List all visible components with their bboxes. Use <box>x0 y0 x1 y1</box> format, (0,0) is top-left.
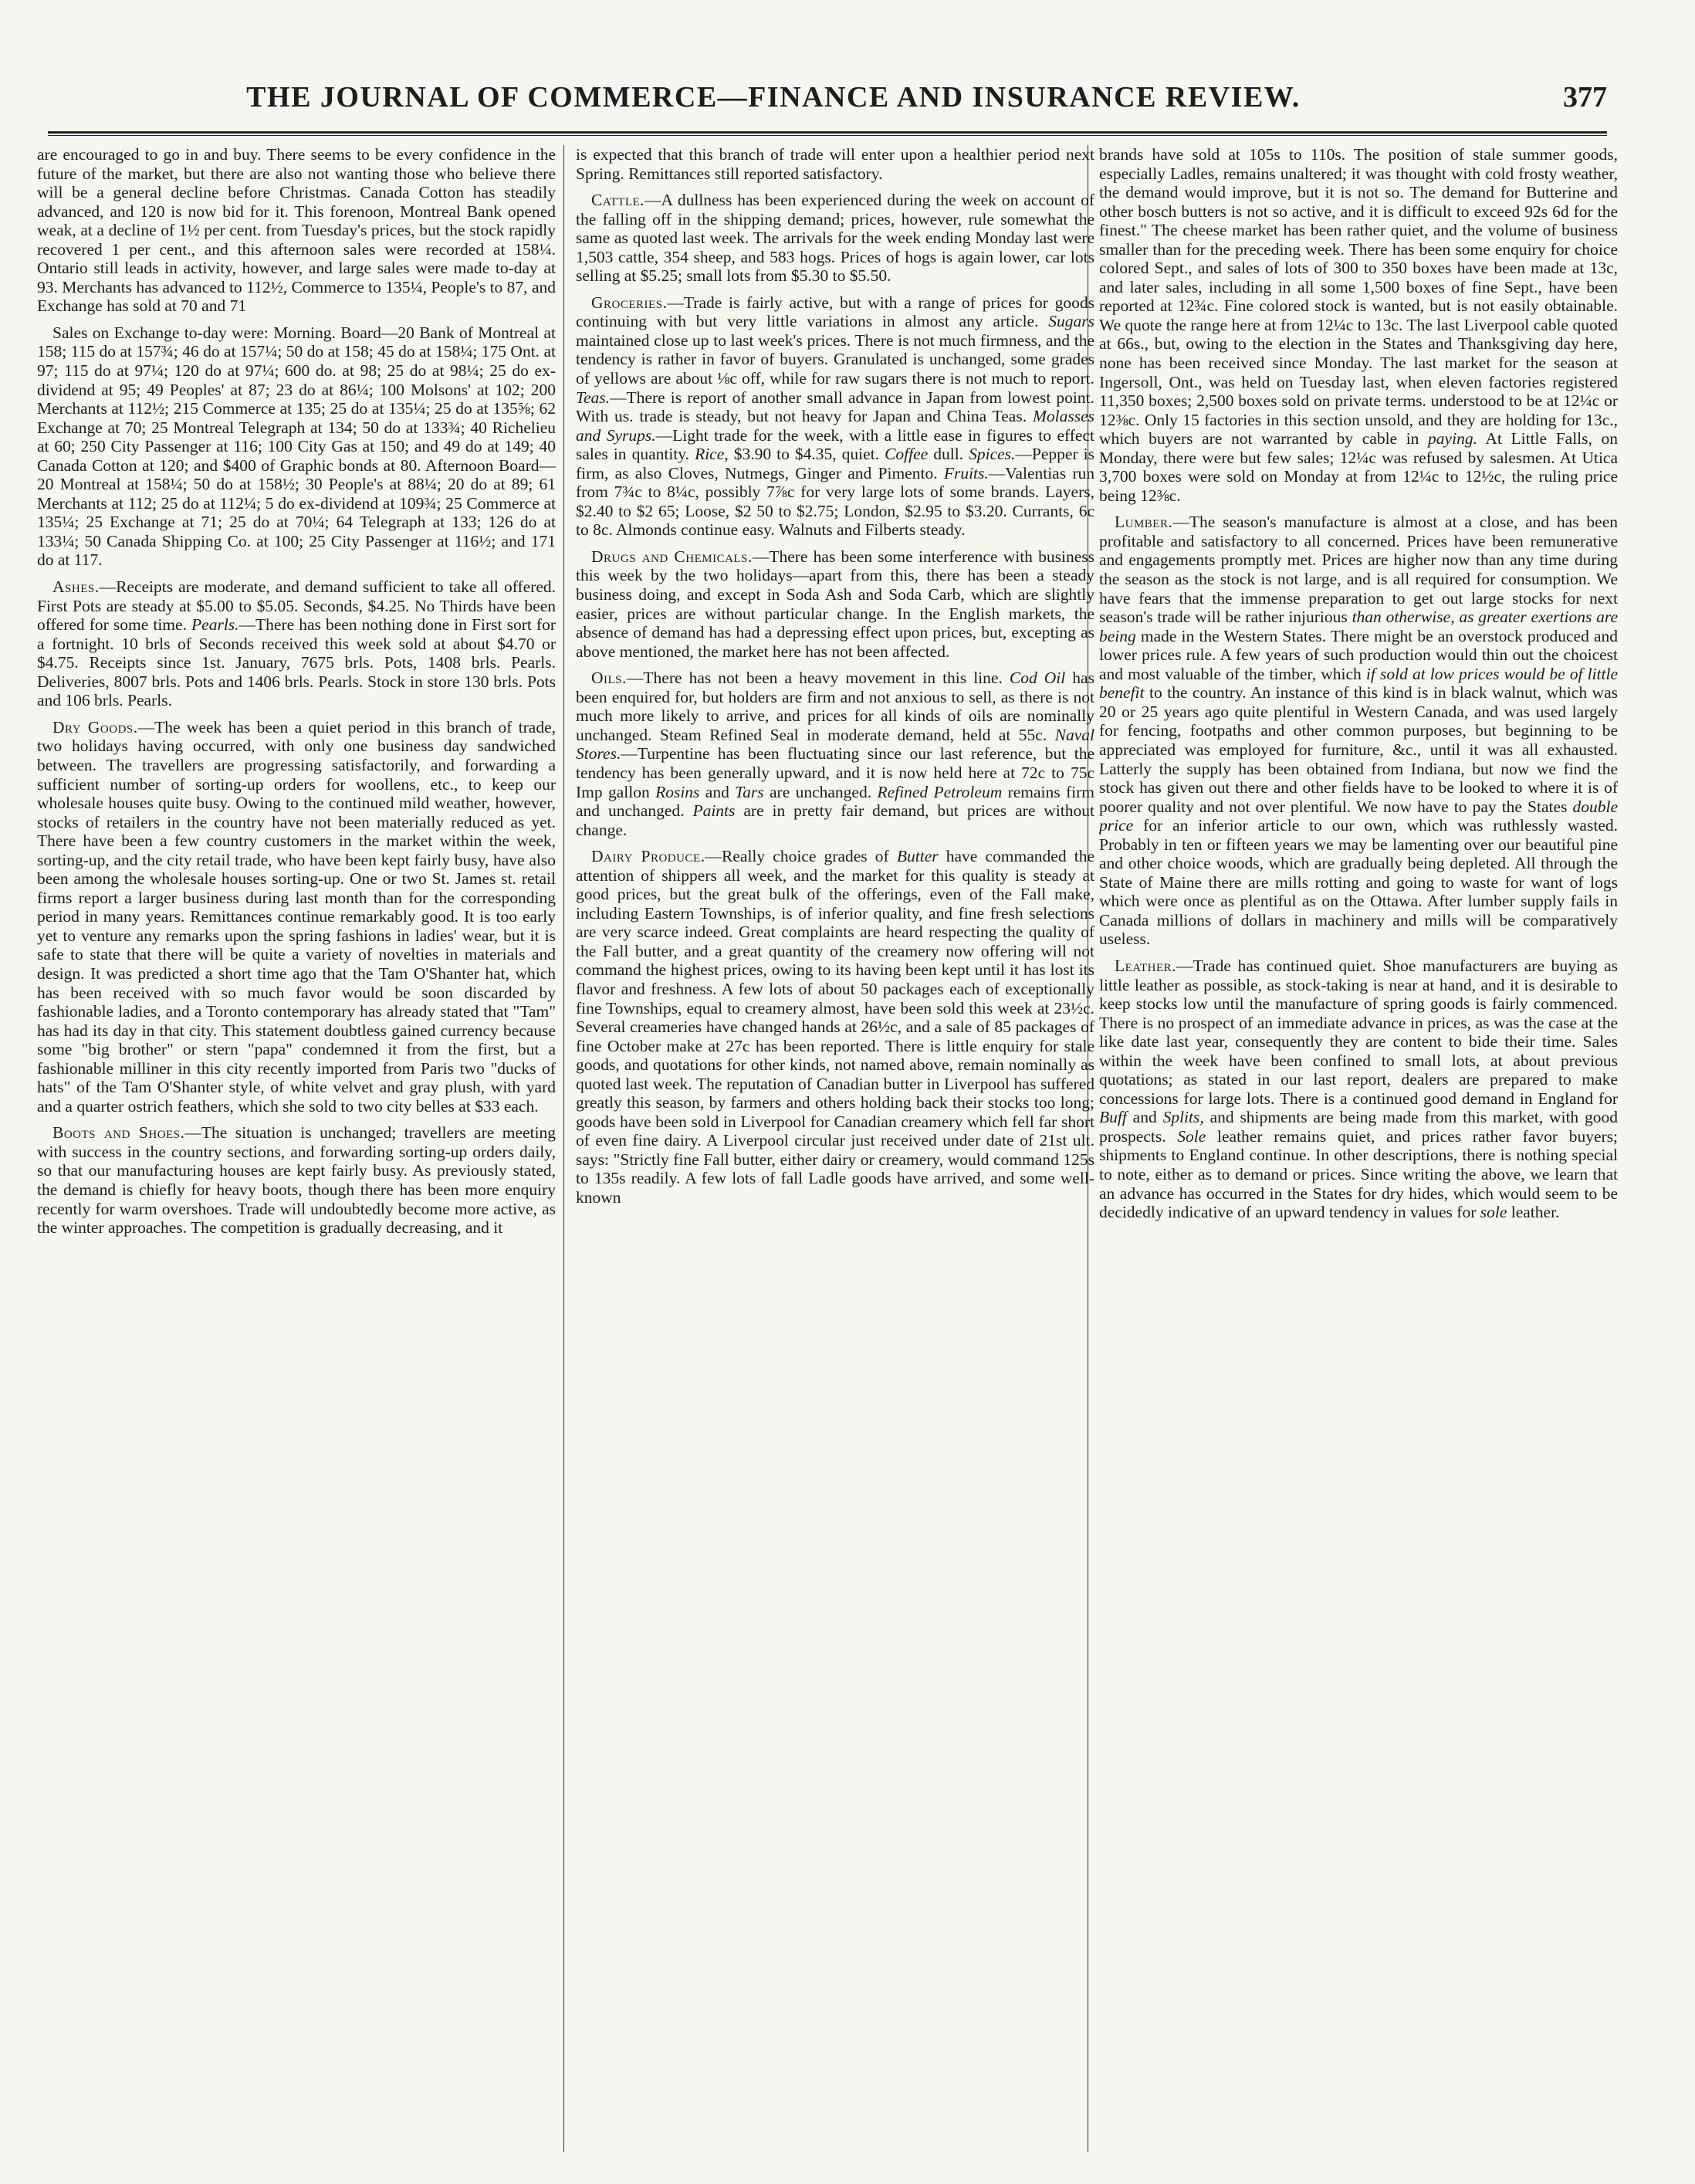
cattle-heading: Cattle. <box>591 191 645 210</box>
boots-continued-paragraph: is expected that this branch of trade will enter upon a healthier period next Spring. Remittances still reported satisfactory. <box>576 145 1094 183</box>
header-rule <box>48 131 1607 136</box>
leather-heading: Leather. <box>1115 956 1177 975</box>
stock-market-paragraph: are encouraged to go in and buy. There seems to be every confidence in the future of the market, but there are also not wanting those who believe there will be a general decline before Christmas. Canada Cotton has steadily advanced, and 120 is now bid for it. This forenoon, Montreal Bank opened weak, at a decline of 1½ per cent. from Tuesday's prices, but the stock rapidly recovered 1 per cent., and this afternoon sales were recorded at 158¼. Ontario still leads in activity, however, and large sales were made to-day at 93. Merchants has advanced to 112½, Commerce to 135¼, People's to 87, and Exchange has sold at 70 and 71 <box>37 145 556 316</box>
boots-shoes-section: Boots and Shoes.—The situation is unchanged; travellers are meeting with success in the country sections, and forwarding sorting-up orders daily, so that our manufacturing houses are kept fairly busy. As previously stated, the demand is chiefly for heavy boots, though there has been more enquiry recently for warm overshoes. Trade will undoubtedly become more active, as the winter approaches. The competition is gradually decreasing, and it <box>37 1123 556 1238</box>
groceries-heading: Groceries. <box>591 293 668 312</box>
boots-shoes-heading: Boots and Shoes. <box>52 1123 185 1143</box>
dry-goods-heading: Dry Goods. <box>52 717 138 736</box>
lumber-heading: Lumber. <box>1115 513 1173 532</box>
column-1 <box>37 145 556 2168</box>
dairy-produce-section: Dairy Produce.—Really choice grades of Butter have commanded the attention of shippers all week, and the market for this quality is steady at good prices, but the great bulk of the offerings, even of the Fall make, including Eastern Townships, is of inferior quality, and fine fresh selections are very scarce indeed. Great complaints are heard respecting the quality of the Fall butter, and a great quantity of the creamery now offering will not command the highest prices, owing to its having been kept until it has lost its flavor and freshness. A few lots of about 50 packages each of exceptionally fine Townships, equal to creamery almost, have been sold this week at 23½c. Several creameries have changed hands at 26½c, and a sale of 85 packages of fine October make at 27c has been reported. There is little enquiry for stale goods, and quotations for other kinds, not named above, remain nominally as quoted last week. The reputation of Canadian butter in Liverpool has suffered greatly this season, by farmers and others holding back their stocks too long; goods have been sold in Liverpool for Canadian creamery which fell far short of even fine dairy. A Liverpool circular just received under date of 21st ult. says: "Strictly fine Fall butter, either dairy or creamery, would command 125s to 135s readily. A few lots of fall Ladle goods have arrived, and some well-known <box>576 847 1094 1207</box>
page-number: 377 <box>1563 81 1607 113</box>
dry-goods-section: Dry Goods.—The week has been a quiet period in this branch of trade, two holidays having occurred, with only one business day sandwiched between. The travellers are progressing satisfactorily, and forwarding a sufficient number of sorting-up orders for woollens, etc., to keep our wholesale houses quite busy. Owing to the continued mild weather, however, stocks of retailers in the country have not been materially reduced as yet. There have been a few country customers in the market within the week, sorting-up, and the city retail trade, who have been kept fairly busy, have also been among the wholesale houses sorting-up. One or two St. James st. retail firms report a larger business during last month than for the corresponding period in many years. Remittances continue remarkably good. It is too early yet to venture any remarks upon the spring fashions in ladies' wear, but it is safe to state that there will be quite a variety of novelties in materials and design. It was predicted a short time ago that the Tam O'Shanter hat, which has been received with so much favor would be soon discarded by fashionable ladies, and a Toronto contemporary has already stated that "Tam" has had its day in that city. This statement doubtless gained currency because some "big brother" or stern "papa" condemned it from the first, but a fashionable milliner in this city recently imported from Paris two "ducks of hats" of the Tam O'Shanter style, of white velvet and gray plush, with yard and a quarter ostrich feathers, which she sold to two city belles at $33 each. <box>37 717 556 1116</box>
column-3 <box>1099 145 1618 2168</box>
lumber-section: Lumber.—The season's manufacture is almost at a close, and has been profitable and satisfactory to all concerned. Prices have been remunerative and engagements promptly met. Prices are higher now than any time during the season as the stock is not large, and is all required for consumption. We have fears that the immense preparation to get out large stocks for next season's trade will be rather injurious than otherwise, as greater exertions are being made in the Western States. There might be an overstock produced and lower prices rule. A few years of such production would thin out the choicest and most valuable of the timber, which if sold at low prices would be of little benefit to the country. An instance of this kind is in black walnut, which was 20 or 25 years ago quite plentiful in Western Canada, and was used largely for fencing, footpaths and other common purposes, but beginning to be appreciated was employed for furniture, &c., until it was all exhausted. Latterly the supply has been obtained from Indiana, but now we find the stock has given out there and other fields have to be looked to where it is of poorer quality and not over plentiful. We now have to pay the States double price for an inferior article to our own, which was ruthlessly wasted. Probably in ten or fifteen years we may be lamenting over our beautiful pine and other choice woods, which are gradually being depleted. All through the State of Maine there are mills rotting and going to waste for want of logs which were once as plentiful as on the Ottawa. After lumber supply fails in Canada millions of dollars in machinery and mills will be comparatively useless. <box>1099 513 1618 949</box>
cattle-section: Cattle.—A dullness has been experienced during the week on account of the falling off in the shipping demand; prices, however, rule somewhat the same as quoted last week. The arrivals for the week ending Monday last were 1,503 cattle, 354 sheep, and 583 hogs. Prices of hogs is again lower, car lots selling at $5.25; small lots from $5.30 to $5.50. <box>576 191 1094 286</box>
drugs-chemicals-section: Drugs and Chemicals.—There has been some interference with business this week by the two holidays—apart from this, there has been a steady business doing, and except in Soda Ash and Soda Carb, which are slightly easier, prices are without particular change. In the English markets, the absence of demand has had a depressing effect upon prices, but, excepting as above mentioned, the market here has not been affected. <box>576 547 1094 661</box>
oils-heading: Oils. <box>591 669 627 688</box>
dairy-continued-paragraph: brands have sold at 105s to 110s. The position of stale summer goods, especially Ladles, remains unaltered; it was thought with cold frosty weather, the demand would improve, but it is not so. The demand for Butterine and other bosch butters is not so active, and it is difficult to exceed 92s 6d for the finest." The cheese market has been rather quiet, and the volume of business smaller than for the preceding week. There has been some enquiry for choice colored Sept., and sales of lots of 300 to 350 boxes have been made at 13c, and later sales, including in all some 1,500 boxes of fine Sept., have been reported at 12¾c. Fine colored stock is wanted, but is not easily obtainable. We quote the range here at from 12¼c to 13c. The last Liverpool cable quoted at 66s., but, owing to the election in the States and Thanksgiving day here, none has been received since Monday. The last market for the season at Ingersoll, Ont., was held on Tuesday last, when eleven factories registered 11,350 boxes; 2,500 boxes sold on private terms. understood to be at 12¼c or 12⅜c. Only 15 factories in this section unsold, and they are holding for 13c., which buyers are not warranted by cable in paying. At Little Falls, on Monday, there were but few sales; 12¼c was refused by salesmen. At Utica 3,700 boxes were sold on Monday at from 12¼c to 12½c, the ruling price being 12⅜c. <box>1099 145 1618 505</box>
leather-section: Leather.—Trade has continued quiet. Shoe manufacturers are buying as little leather as possible, as stock-taking is near at hand, and it is desirable to keep stocks low until the manufacture of spring goods is fairly commenced. There is no prospect of an immediate advance in prices, as was the case at the like date last year, consequently they are content to bide their time. Sales within the week have been confined to small lots, at about previous quotations; as stated in our last report, dealers are prepared to make concessions for large lots. There is a continued good demand in England for Buff and Splits, and shipments are being made from this market, with good prospects. Sole leather remains quiet, and prices rather favor buyers; shipments to England continue. In other descriptions, there is nothing special to note, either as to demand or prices. Since writing the above, we learn that an advance has occurred in the States for dry hides, which would seem to be decidedly indicative of an upward tendency in values for sole leather. <box>1099 956 1618 1222</box>
oils-section: Oils.—There has not been a heavy movement in this line. Cod Oil has been enquired for, but holders are firm and not anxious to sell, as there is not much more likely to arrive, and prices for all kinds of oils are nominally unchanged. Steam Refined Seal in moderate demand, held at 55c. Naval Stores.—Turpentine has been fluctuating since our last reference, but the tendency has been generally upward, and it is now held here at 72c to 75c Imp gallon Rosins and Tars are unchanged. Refined Petroleum remains firm and unchanged. Paints are in pretty fair demand, but prices are without change. <box>576 669 1094 839</box>
masthead <box>48 80 1607 127</box>
journal-title: THE JOURNAL OF COMMERCE—FINANCE AND INSURANCE REVIEW. <box>246 81 1301 113</box>
ashes-heading: Ashes. <box>52 577 100 597</box>
column-2 <box>576 145 1094 2168</box>
groceries-section: Groceries.—Trade is fairly active, but with a range of prices for goods continuing with but very little variations in almost any article. Sugars maintained close up to last week's prices. There is not much firmness, and the tendency is rather in favor of buyers. Granulated is unchanged, some grades of yellows are about ⅛c off, while for raw sugars there is not much to report. Teas.—There is report of another small advance in Japan from lowest point. With us. trade is steady, but not heavy for Japan and China Teas. Molasses and Syrups.—Light trade for the week, with a little ease in figures to effect sales in quantity. Rice, $3.90 to $4.35, quiet. Coffee dull. Spices.—Pepper is firm, as also Cloves, Nutmegs, Ginger and Pimento. Fruits.—Valentias run from 7¾c to 8¼c, possibly 7⅞c for very large lots of some brands. Layers, $2.40 to $2 65; Loose, $2 50 to $2.75; London, $2.95 to $3.20. Currants, 6c to 8c. Almonds continue easy. Walnuts and Filberts steady. <box>576 293 1094 540</box>
drugs-chemicals-heading: Drugs and Chemicals. <box>591 547 753 566</box>
dairy-produce-heading: Dairy Produce. <box>591 847 705 866</box>
exchange-sales-paragraph: Sales on Exchange to-day were: Morning. Board—20 Bank of Montreal at 158; 115 do at 157¾; 46 do at 157¼; 50 do at 158; 45 do at 158¼; 175 Ont. at 97; 115 do at 97¼; 120 do at 97¼; 600 do. at 98; 25 do at 98¼; 25 do ex-dividend at 95; 49 Peoples' at 87; 23 do at 86¼; 100 Molsons' at 102; 200 Merchants at 112½; 215 Commerce at 135; 25 do at 135¼; 25 do at 135⅝; 62 Exchange at 70; 25 Montreal Telegraph at 134; 50 do at 133¾; 40 Richelieu at 60; 250 City Passenger at 116; 100 City Gas at 150; and 49 do at 149; 40 Canada Cotton at 120; and $400 of Graphic bonds at 80. Afternoon Board—20 Montreal at 158¼; 50 do at 158½; 30 People's at 88¼; 20 do at 89; 61 Merchants at 112; 25 do at 112¼; 5 do ex-dividend at 109¾; 25 Commerce at 135¼; 25 Exchange at 71; 25 do at 70¼; 64 Telegraph at 133; 126 do at 133¼; 50 Canada Shipping Co. at 100; 25 City Passenger at 116½; and 171 do at 117. <box>37 323 556 570</box>
column-divider-1 <box>563 145 564 2152</box>
ashes-section: Ashes.—Receipts are moderate, and demand sufficient to take all offered. First Pots are steady at $5.00 to $5.05. Seconds, $4.25. No Thirds have been offered for some time. Pearls.—There has been nothing done in First sort for a fortnight. 10 brls of Seconds received this week sold at about $4.70 or $4.75. Receipts since 1st. January, 7675 brls. Pots, 1408 brls. Pearls. Deliveries, 8007 brls. Pots and 1406 brls. Pearls. Stock in store 130 brls. Pots and 106 brls. Pearls. <box>37 577 556 710</box>
